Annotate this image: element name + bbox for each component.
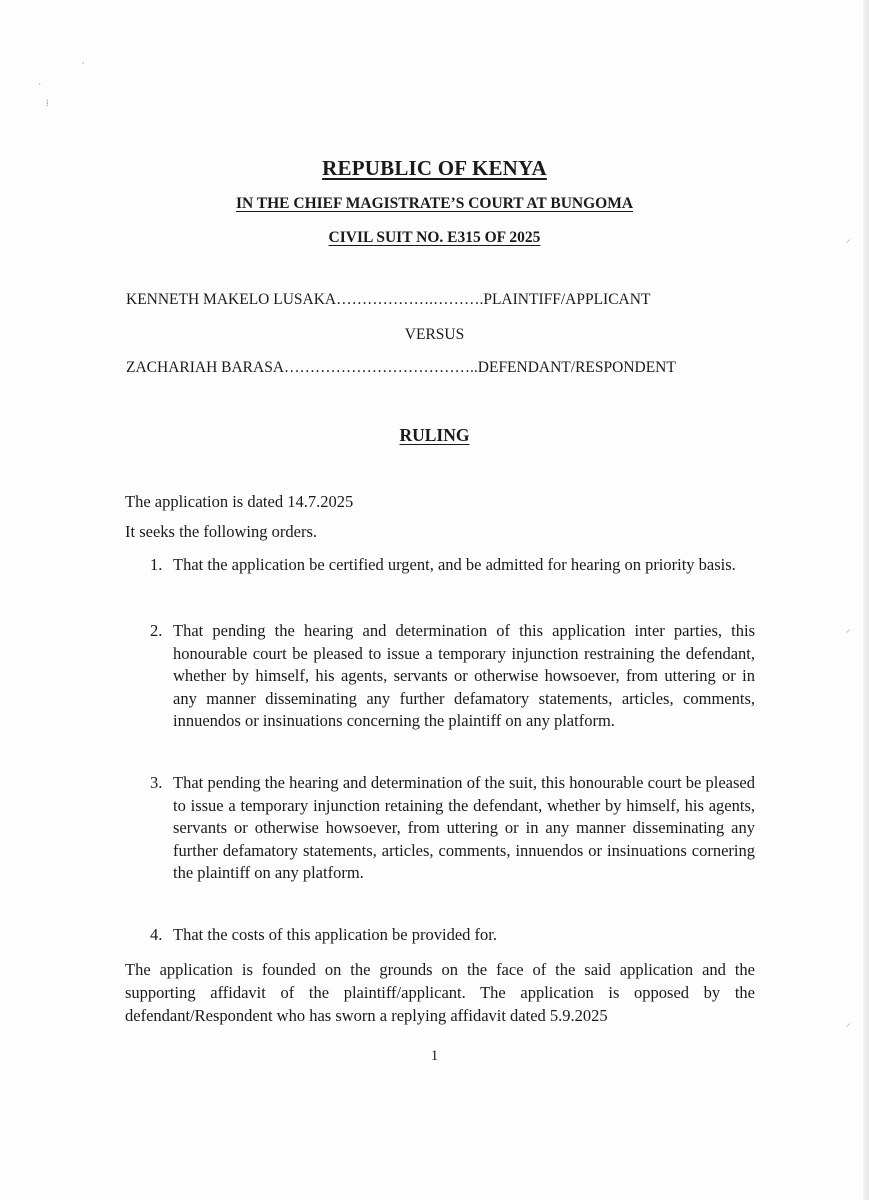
order-number: 1. xyxy=(150,555,163,574)
defendant-line: ZACHARIAH BARASA………………………………..DEFENDANT/RESPONDENT xyxy=(126,359,676,376)
suit-number-heading: CIVIL SUIT NO. E315 OF 2025 xyxy=(328,229,541,246)
order-item xyxy=(150,924,755,947)
scan-speck: ⸝ xyxy=(846,234,851,244)
order-text: That the application be certified urgent, and be admitted for hearing on priority basis. xyxy=(173,555,736,574)
order-text: That the costs of this application be provided for. xyxy=(173,925,497,944)
court-heading: IN THE CHIEF MAGISTRATE’S COURT AT BUNGOMA xyxy=(235,195,634,212)
versus-label: VERSUS xyxy=(404,326,465,343)
application-date-paragraph: The application is dated 14.7.2025 xyxy=(125,492,354,511)
grounds-paragraph: The application is founded on the grounds on the face of the said application and the supporting affidavit of the plaintiff/applicant. The application is opposed by the defendant/Respondent who has sworn a replying affidavit dated 5.9.2025 xyxy=(125,960,755,1025)
order-item xyxy=(150,554,755,577)
scan-speck: ˊ xyxy=(38,82,41,92)
order-text: That pending the hearing and determination of the suit, this honourable court be pleased to issue a temporary injunction retaining the defendant, whether by himself, his agents, servants or otherwise howsoever, from uttering or in any manner disseminating any further defamatory statements, articles, comments, innuendos or insinuations cornering the plaintiff on any platform. xyxy=(173,773,755,882)
country-heading: REPUBLIC OF KENYA xyxy=(322,156,547,180)
order-item xyxy=(150,620,755,733)
order-item xyxy=(150,772,755,885)
page-number: 1 xyxy=(430,1048,439,1064)
order-number: 3. xyxy=(150,773,163,792)
orders-intro-paragraph: It seeks the following orders. xyxy=(125,522,317,541)
scan-speck: ⸝ xyxy=(846,1018,851,1028)
scan-speck: ⸱ xyxy=(82,58,85,68)
order-number: 4. xyxy=(150,925,163,944)
order-text: That pending the hearing and determination of this application inter parties, this honourable court be pleased to issue a temporary injunction restraining the defendant, whether by himself, his agents, servants or otherwise howsoever, from uttering or in any manner disseminating any further defamatory statements, articles, comments, innuendos or insinuations concerning the plaintiff on any platform. xyxy=(173,621,755,730)
ruling-heading: RULING xyxy=(399,425,470,445)
order-number: 2. xyxy=(150,621,163,640)
plaintiff-line: KENNETH MAKELO LUSAKA……………….……….PLAINTIFF/APPLICANT xyxy=(126,291,651,308)
scan-speck: ⸝ xyxy=(846,624,851,634)
scan-speck: ⁞ xyxy=(46,98,49,108)
